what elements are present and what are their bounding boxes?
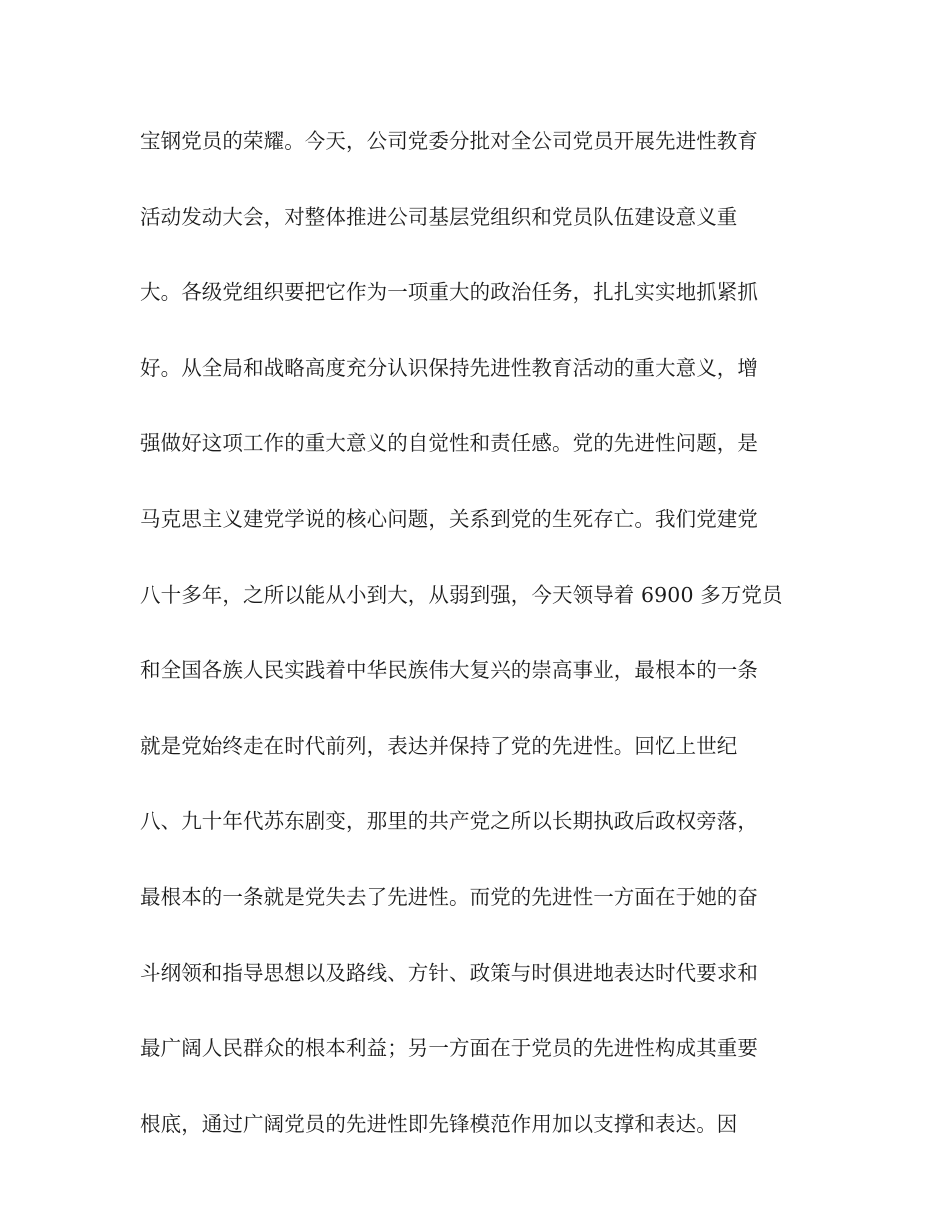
text-line: 大。各级党组织要把它作为一项重大的政治任务，扎扎实实地抓紧抓 <box>140 280 758 305</box>
text-line: 马克思主义建党学说的核心问题，关系到党的生死存亡。我们党建党 <box>140 506 758 531</box>
text-line: 斗纲领和指导思想以及路线、方针、政策与时俱进地表达时代要求和 <box>140 960 758 985</box>
text-line: 最广阔人民群众的根本利益；另一方面在于党员的先进性构成其重要 <box>140 1036 758 1061</box>
text-line: 最根本的一条就是党失去了先进性。而党的先进性一方面在于她的奋 <box>140 884 758 909</box>
text-line: 强做好这项工作的重大意义的自觉性和责任感。党的先进性问题，是 <box>140 431 758 456</box>
body-paragraph <box>140 123 820 1181</box>
text-line: 根底，通过广阔党员的先进性即先锋模范作用加以支撑和表达。因 <box>140 1111 738 1136</box>
text-line: 活动发动大会，对整体推进公司基层党组织和党员队伍建设意义重 <box>140 204 738 229</box>
text-line: 八、九十年代苏东剧变，那里的共产党之所以长期执政后政权旁落， <box>140 809 758 834</box>
text-line: 八十多年，之所以能从小到大，从弱到强，今天领导着 6900 多万党员 <box>140 582 783 607</box>
text-line: 宝钢党员的荣耀。今天，公司党委分批对全公司党员开展先进性教育 <box>140 129 758 153</box>
text-line: 和全国各族人民实践着中华民族伟大复兴的崇高事业，最根本的一条 <box>140 658 758 683</box>
text-line: 好。从全局和战略高度充分认识保持先进性教育活动的重大意义，增 <box>140 355 758 380</box>
text-line: 就是党始终走在时代前列，表达并保持了党的先进性。回忆上世纪 <box>140 733 738 758</box>
